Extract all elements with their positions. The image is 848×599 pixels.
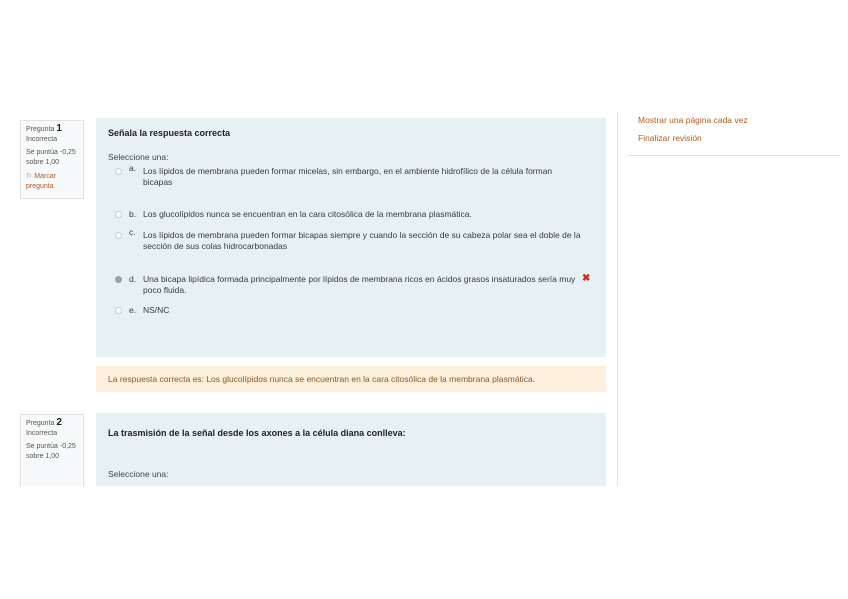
question-label: Pregunta (26, 126, 55, 133)
answer-options (108, 163, 594, 316)
radio-option-e[interactable] (115, 307, 122, 314)
flag-question-button[interactable]: ⚐ Marcar pregunta (26, 173, 57, 190)
question-2-number (26, 418, 79, 429)
radio-option-d[interactable] (115, 276, 122, 283)
option-letter: c. (129, 227, 136, 237)
question-1-text: Señala la respuesta correcta (108, 128, 231, 138)
option-letter: d. (129, 274, 137, 284)
option-letter: a. (129, 163, 137, 173)
question-number: 1 (56, 123, 62, 134)
question-1-prompt: Seleccione una: (108, 152, 169, 162)
answer-option-d[interactable] (108, 274, 594, 296)
questions-column (0, 112, 618, 486)
option-letter: b. (129, 209, 137, 219)
question-1-formulation (96, 118, 606, 357)
option-text: NS/NC (143, 305, 170, 315)
answer-option-a[interactable] (108, 163, 594, 188)
question-2-info (20, 414, 84, 486)
incorrect-icon: ✖ (582, 273, 591, 284)
question-1-state: Incorrecta (26, 136, 58, 143)
correct-answer-feedback: La respuesta correcta es: Los glucolípidos nunca se encuentran en la cara citosólica de la membrana plasmática. (96, 366, 606, 392)
answer-option-c[interactable] (108, 227, 594, 252)
show-one-page-link[interactable]: Mostrar una página cada vez (638, 115, 748, 125)
question-2-state: Incorrecta (26, 430, 58, 437)
question-2-text: La trasmisión de la señal desde los axones a la célula diana conlleva: (108, 428, 406, 438)
option-letter: e. (129, 305, 137, 315)
radio-option-a[interactable] (115, 168, 122, 175)
radio-option-c[interactable] (115, 232, 122, 239)
quiz-navigation-sidebar (628, 112, 840, 156)
question-1-grade: Se puntúa -0,25 sobre 1,00 (26, 149, 76, 166)
flag-question-label: Marcar pregunta (26, 173, 57, 190)
answer-option-b[interactable] (108, 209, 594, 220)
option-text: Una bicapa lipídica formada principalmente por lípidos de membrana ricos en ácidos grasos insaturados sería muy poco fluida. (143, 274, 576, 295)
option-text: Los lípidos de membrana pueden formar bicapas siempre y cuando la sección de su cabeza polar sea el doble de la sección de sus colas hidrocarbonadas (143, 230, 581, 251)
question-number: 2 (56, 417, 62, 428)
question-label: Pregunta (26, 420, 55, 427)
option-text: Los glucolípidos nunca se encuentran en la cara citosólica de la membrana plasmática. (143, 209, 472, 219)
answer-option-e[interactable] (108, 305, 594, 316)
question-1-info (20, 120, 84, 199)
radio-option-b[interactable] (115, 211, 122, 218)
question-2-grade: Se puntúa -0,25 sobre 1,00 (26, 443, 76, 460)
question-1-number (26, 124, 79, 135)
finish-review-link[interactable]: Finalizar revisión (638, 133, 702, 143)
question-2-formulation (96, 413, 606, 486)
review-viewport (0, 112, 848, 486)
question-2-prompt: Seleccione una: (108, 469, 169, 479)
option-text: Los lípidos de membrana pueden formar micelas, sin embargo, en el ambiente hidrofílico de la célula forman bicapas (143, 166, 553, 187)
